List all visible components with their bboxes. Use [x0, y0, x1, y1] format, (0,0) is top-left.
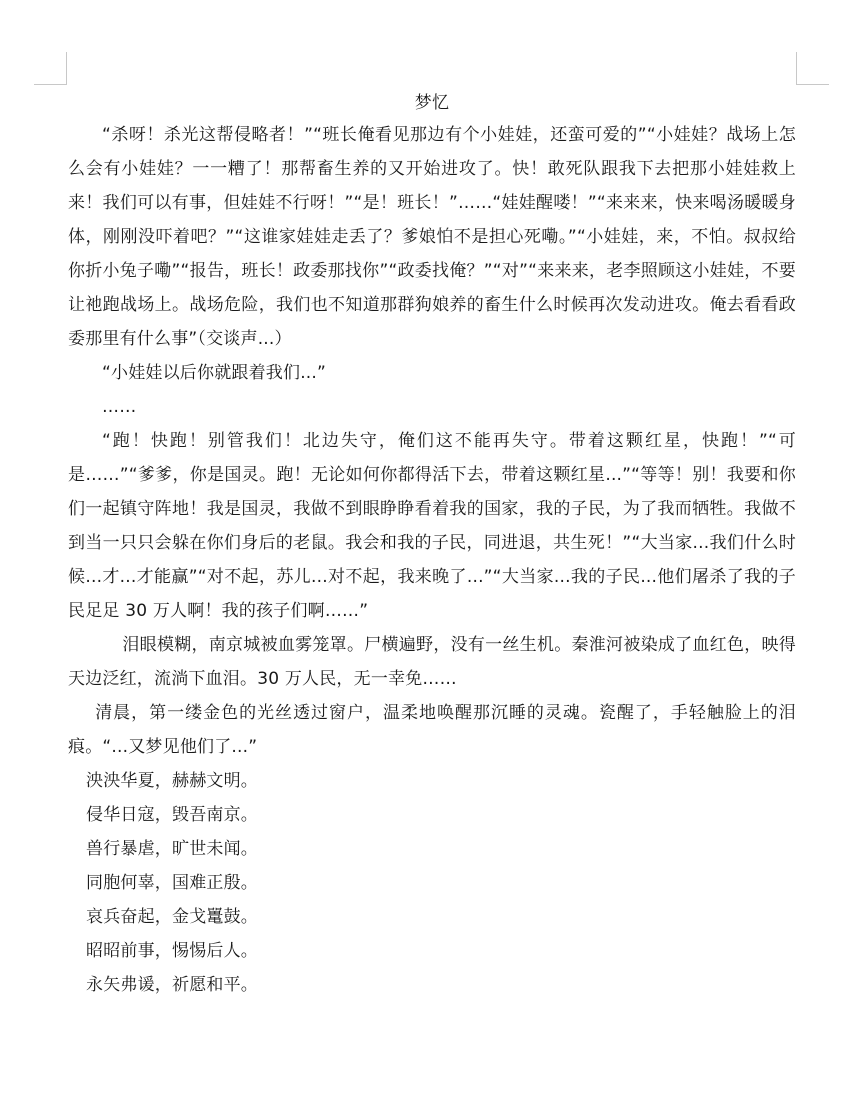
poem-line: 兽行暴虐，旷世未闻。	[86, 839, 258, 859]
paragraph-ellipsis: ……	[102, 397, 137, 417]
poem-line: 侵华日寇，毁吾南京。	[86, 805, 258, 825]
poem	[68, 764, 796, 1002]
poem-line: 永矢弗谖，祈愿和平。	[86, 975, 258, 995]
paragraph-battlefield: “杀呀！杀光这帮侵略者！”“班长俺看见那边有个小娃娃，还蛮可爱的”“小娃娃？战场上怎么会有小娃娃？一一糟了！那帮畜生养的又开始进攻了。快！敢死队跟我下去把那小娃娃救上来！我们可以有事，但娃娃不行呀！”“是！班长！”……“娃娃醒喽！”“来来来，快来喝汤暖暖身体，刚刚没吓着吧？”“这谁家娃娃走丢了？爹娘怕不是担心死嘞。”“小娃娃，来，不怕。叔叔给你折小兔子嘞”“报告，班长！政委那找你”“政委找俺？”“对”“来来来，老李照顾这小娃娃，不要让祂跑战场上。战场危险，我们也不知道那群狗娘养的畜生什么时候再次发动进攻。俺去看看政委那里有什么事”（交谈声...）	[68, 125, 796, 349]
document-body	[68, 88, 796, 1002]
poem-line: 同胞何辜，国难正殷。	[86, 873, 258, 893]
poem-line: 昭昭前事，惕惕后人。	[86, 941, 258, 961]
crop-mark-top-left	[34, 52, 67, 85]
crop-mark-top-right	[796, 52, 829, 85]
paragraph-retreat: “跑！快跑！别管我们！北边失守，俺们这不能再失守。带着这颗红星，快跑！”“可是……”“爹爹，你是国灵。跑！无论如何你都得活下去，带着这颗红星...”“等等！别！我要和你们一起镇守阵地！我是国灵，我做不到眼睁睁看着我的国家，我的子民，为了我而牺牲。我做不到当一只只会躲在你们身后的老鼠。我会和我的子民，同进退，共生死！”“大当家...我们什么时候...才...才能赢”“对不起，苏儿...对不起，我来晚了...”“大当家...我的子民...他们屠杀了我的子民足足 30 万人啊！我的孩子们啊……”	[68, 431, 796, 621]
poem-line: 哀兵奋起，金戈鼍鼓。	[86, 907, 258, 927]
paragraph-morning: 清晨，第一缕金色的光丝透过窗户，温柔地唤醒那沉睡的灵魂。瓷醒了，手轻触脸上的泪痕。“...又梦见他们了...”	[68, 703, 796, 757]
paragraph-follow-us: “小娃娃以后你就跟着我们...”	[102, 363, 327, 383]
poem-line: 泱泱华夏，赫赫文明。	[86, 771, 258, 791]
paragraph-nanjing: 泪眼模糊，南京城被血雾笼罩。尸横遍野，没有一丝生机。秦淮河被染成了血红色，映得天边泛红，流淌下血泪。30 万人民，无一幸免……	[68, 635, 796, 689]
document-title: 梦忆	[414, 93, 450, 113]
